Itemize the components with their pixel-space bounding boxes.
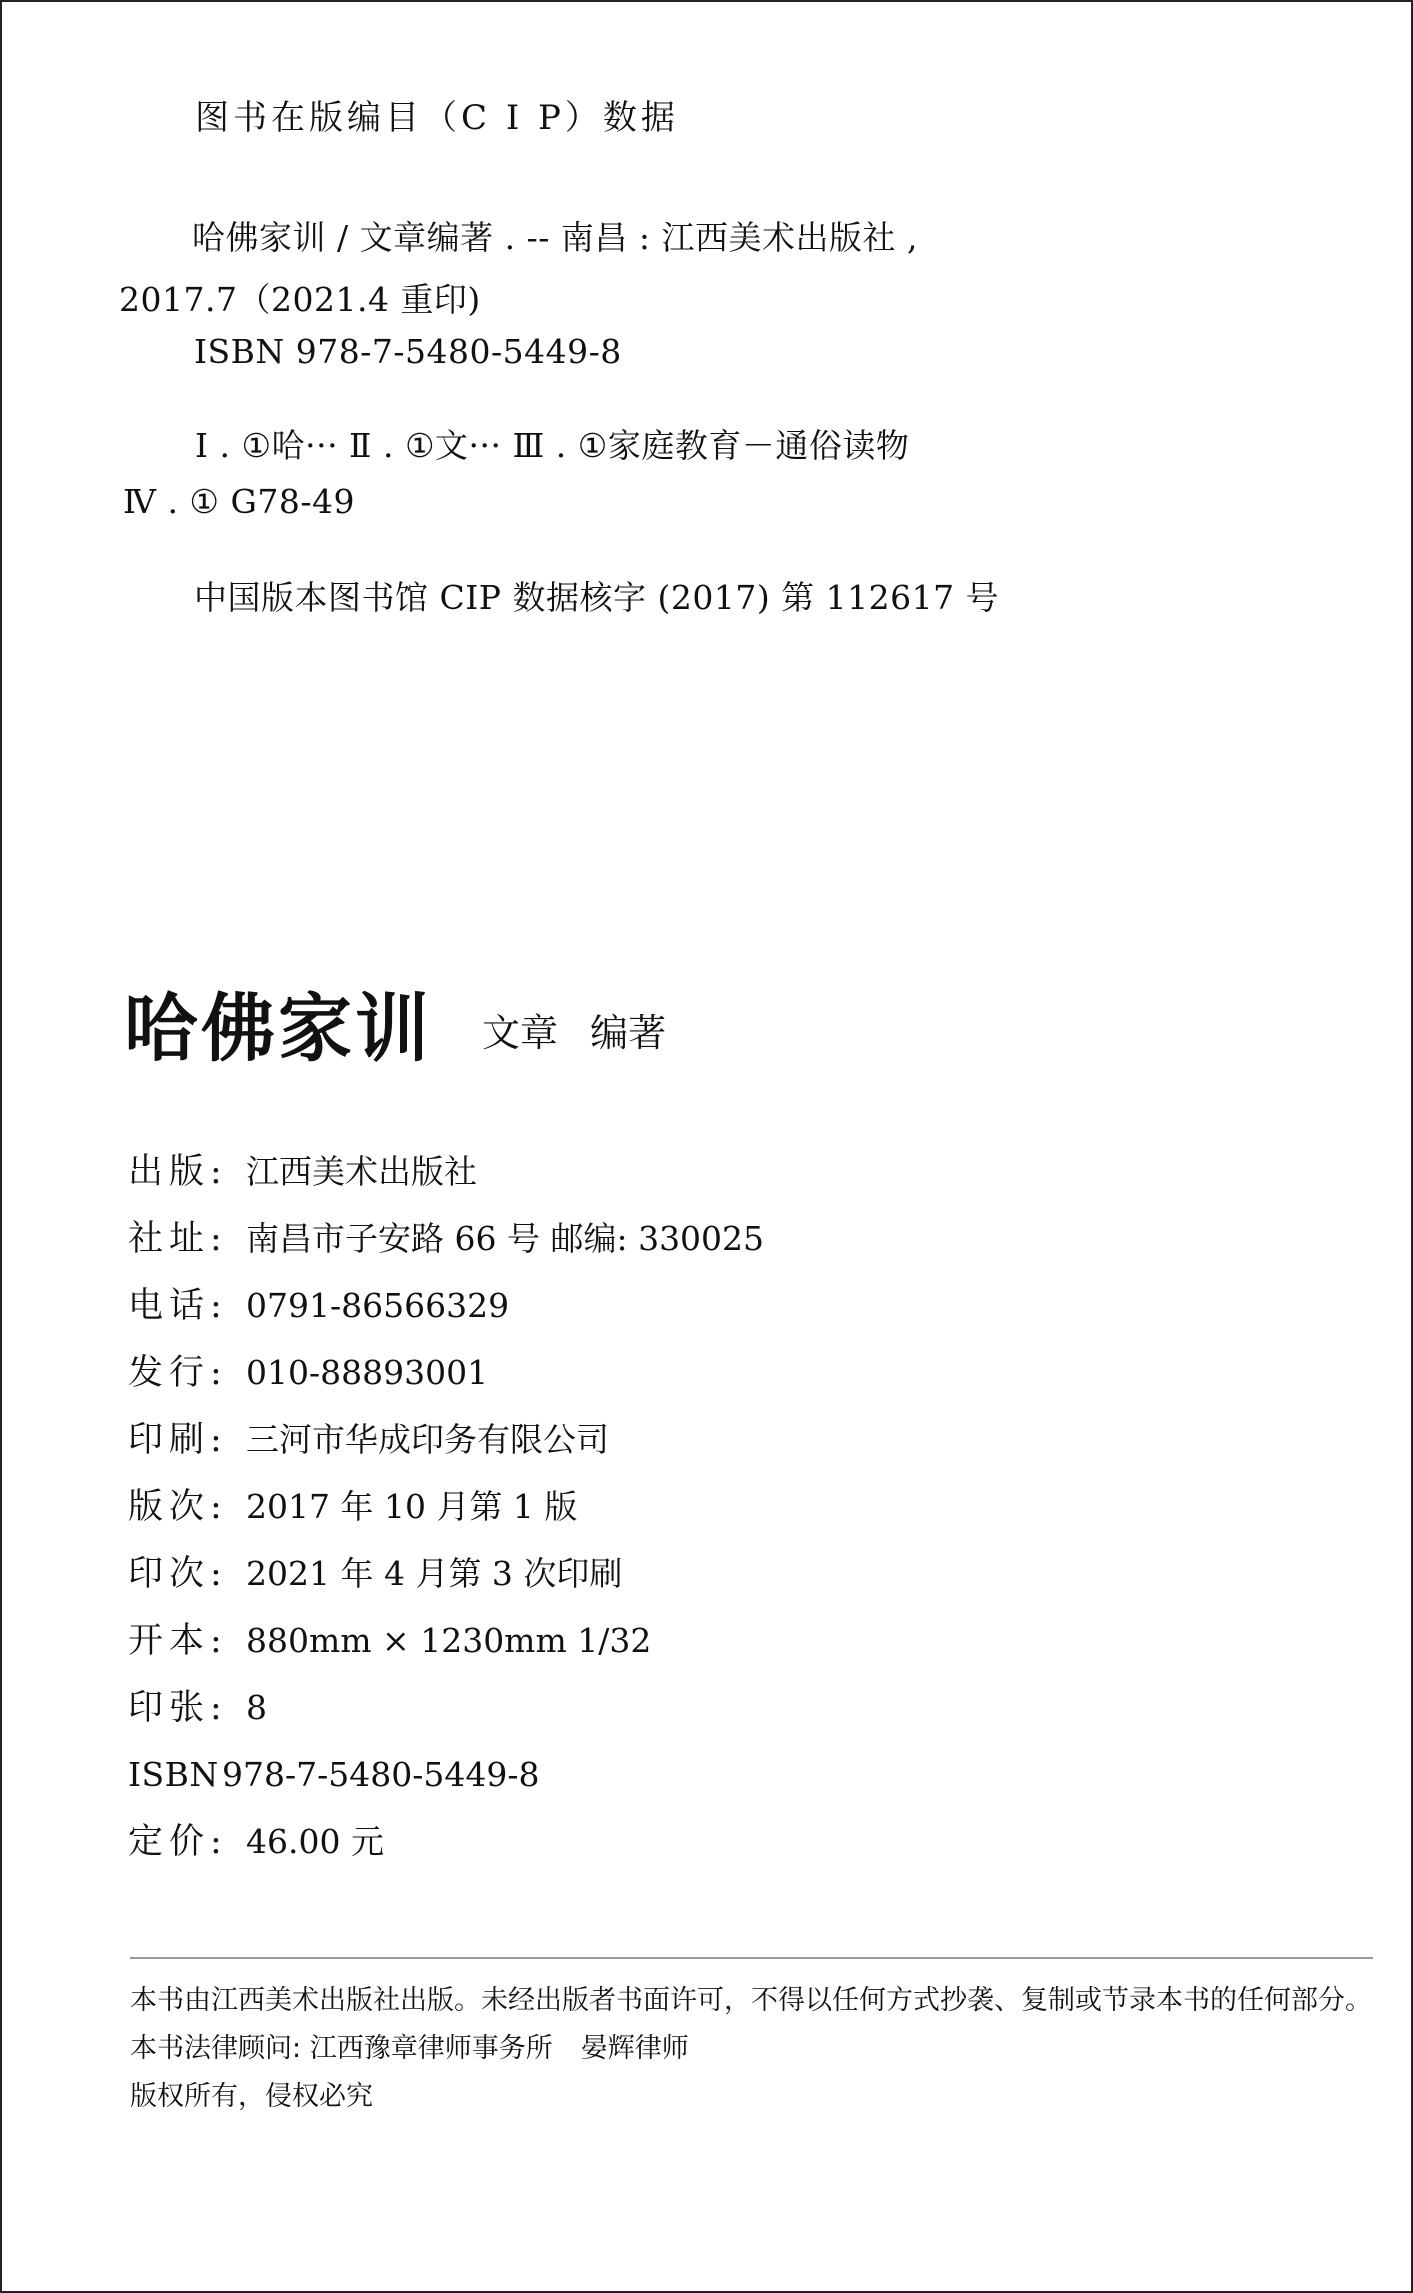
info-value: 南昌市子安路 66 号 邮编: 330025 [246, 1219, 765, 1258]
cip-line-classification: Ⅳ . ① G78-49 [123, 482, 356, 521]
info-row-address [128, 1211, 764, 1278]
legal-advisor-line [130, 2025, 1372, 2073]
legal-lawyer: 晏辉律师 [580, 2033, 689, 2064]
info-value: 三河市华成印务有限公司 [246, 1420, 609, 1459]
cip-line-date: 2017.7（2021.4 重印) [119, 280, 481, 319]
info-row-sheets [128, 1680, 764, 1747]
info-row-distribution [128, 1345, 764, 1412]
cip-line-title-author: 哈佛家训 / 文章编著 . -- 南昌 : 江西美术出版社 , [192, 218, 918, 257]
info-row-format [128, 1613, 764, 1680]
rights-reserved: 版权所有，侵权必究 [130, 2081, 373, 2112]
info-label: 定价: [128, 1822, 228, 1862]
info-value: 010-88893001 [246, 1353, 489, 1392]
info-value: 江西美术出版社 [246, 1152, 477, 1191]
info-value: 978-7-5480-5449-8 [222, 1755, 540, 1794]
book-title: 哈佛家训 [124, 986, 432, 1072]
footer-notes [130, 1977, 1372, 2121]
legal-firm: 江西豫章律师事务所 [309, 2033, 553, 2064]
book-author: 文章 编著 [482, 1011, 667, 1055]
legal-advisor-label: 本书法律顾问: [130, 2033, 302, 2064]
cip-line-subjects: Ⅰ . ①哈··· Ⅱ . ①文··· Ⅲ . ①家庭教育－通俗读物 [195, 426, 910, 465]
divider [130, 1957, 1373, 1959]
info-label: 开本: [128, 1621, 228, 1661]
info-label: 发行: [128, 1353, 228, 1393]
copyright-statement: 本书由江西美术出版社出版。未经出版者书面许可，不得以任何方式抄袭、复制或节录本书的任何部分。 [130, 1985, 1372, 2016]
info-value: 46.00 元 [246, 1822, 384, 1861]
cip-line-isbn: ISBN 978-7-5480-5449-8 [194, 332, 622, 371]
info-value: 0791-86566329 [246, 1286, 510, 1325]
info-label: 印次: [128, 1554, 228, 1594]
info-row-publisher [128, 1144, 764, 1211]
info-value: 8 [246, 1688, 267, 1727]
cip-heading: 图书在版编目（C I P）数据 [195, 98, 679, 138]
info-label: ISBN [128, 1755, 219, 1794]
info-row-phone [128, 1278, 764, 1345]
info-label: 印刷: [128, 1420, 228, 1460]
info-value: 2017 年 10 月第 1 版 [246, 1487, 578, 1526]
info-row-edition [128, 1479, 764, 1546]
cip-line-record-number: 中国版本图书馆 CIP 数据核字 (2017) 第 112617 号 [194, 578, 1000, 617]
info-label: 社址: [128, 1219, 228, 1259]
info-row-printer [128, 1412, 764, 1479]
info-row-impression [128, 1546, 764, 1613]
info-row-price [128, 1814, 764, 1881]
info-label: 版次: [128, 1487, 228, 1527]
info-value: 880mm × 1230mm 1/32 [246, 1621, 652, 1660]
info-label: 出版: [128, 1152, 228, 1192]
info-row-isbn [128, 1747, 764, 1814]
info-label: 印张: [128, 1688, 228, 1728]
info-label: 电话: [128, 1286, 228, 1326]
info-value: 2021 年 4 月第 3 次印刷 [246, 1554, 623, 1593]
publication-info-list [128, 1144, 764, 1881]
